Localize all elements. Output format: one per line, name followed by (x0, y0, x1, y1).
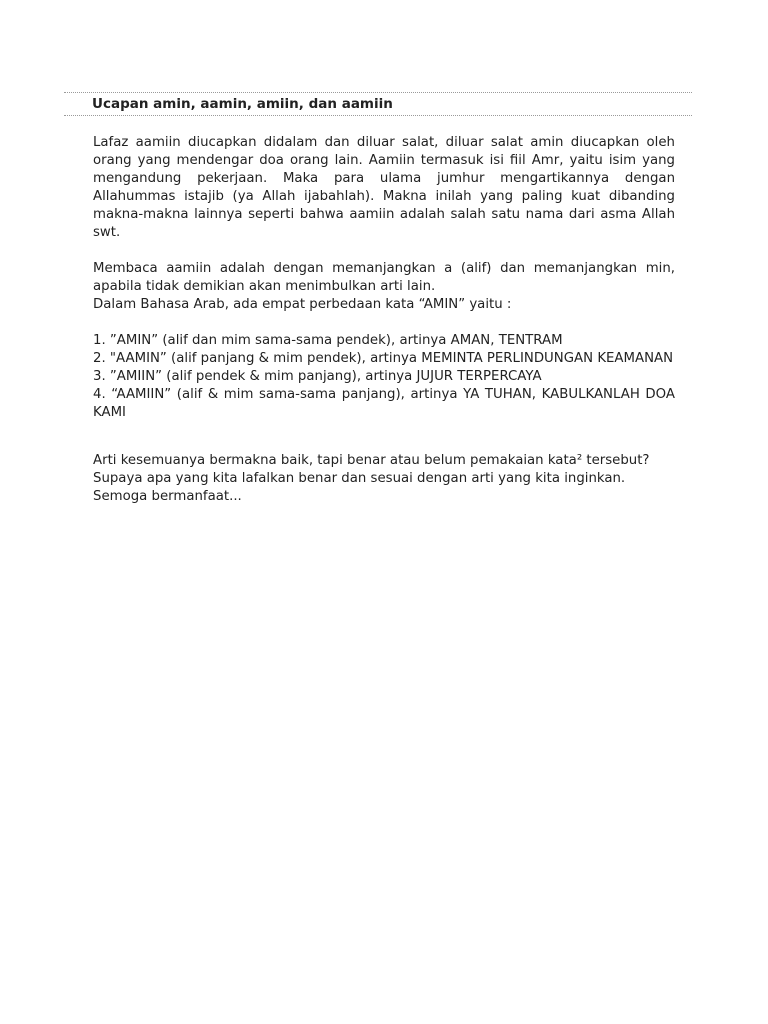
document-body (93, 134, 675, 506)
title-box (64, 92, 692, 116)
paragraph-1: Lafaz aamiin diucapkan didalam dan diluar salat, diluar salat amin diucapkan oleh orang yang mendengar doa orang lain. Aamiin termasuk isi fiil Amr, yaitu isim yang mengandung pekerjaan. Maka para ulama jumhur mengartikannya dengan Allahummas istajib (ya Allah ijabahlah). Makna inilah yang paling kuat dibanding makna-makna lainnya seperti bahwa aamiin adalah salah satu nama dari asma Allah swt. (93, 135, 675, 240)
paragraph-2a: Membaca aamiin adalah dengan memanjangkan a (alif) dan memanjangkan min, apabila tidak demikian akan menimbulkan arti lain. (93, 261, 675, 294)
list-item-2: 2. "AAMIN” (alif panjang & mim pendek), artinya MEMINTA PERLINDUNGAN KEAMANAN (93, 351, 674, 366)
spacer (93, 242, 675, 260)
paragraph-2b: Dalam Bahasa Arab, ada empat perbedaan kata “AMIN” yaitu : (93, 297, 512, 312)
document-title: Ucapan amin, aamin, amiin, dan aamiin (92, 96, 393, 112)
closing-line-2: Supaya apa yang kita lafalkan benar dan sesuai dengan arti yang kita inginkan. (93, 471, 626, 486)
list-item-3: 3. ”AMIIN” (alif pendek & mim panjang), artinya JUJUR TERPERCAYA (93, 369, 542, 384)
list-item-4: 4. “AAMIIN” (alif & mim sama-sama panjang), artinya YA TUHAN, KABULKANLAH DOA KAMI (93, 387, 675, 420)
spacer (93, 314, 675, 332)
closing-line-1: Arti kesemuanya bermakna baik, tapi benar atau belum pemakaian kata² tersebut? (93, 453, 650, 468)
list-item-1: 1. ”AMIN” (alif dan mim sama-sama pendek), artinya AMAN, TENTRAM (93, 333, 563, 348)
closing-line-3: Semoga bermanfaat... (93, 489, 242, 504)
spacer (93, 422, 675, 452)
